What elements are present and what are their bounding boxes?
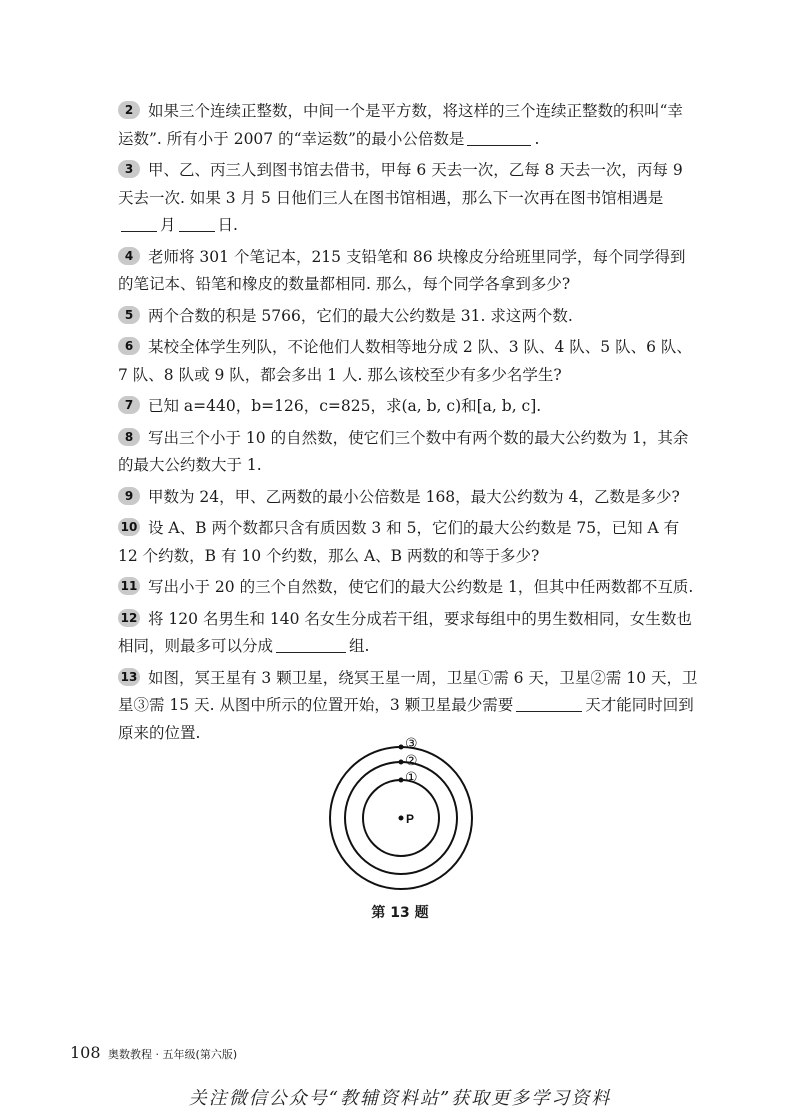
page-number: 108: [70, 1043, 101, 1062]
problem-number: 8: [118, 428, 140, 446]
problem-text: 如图，冥王星有 3 颗卫星，绕冥王星一周，卫星①需 6 天，卫星②需 10 天，卫星③需 15 天. 从图中所示的位置开始，3 颗卫星最少需要: [118, 668, 698, 714]
problem-list: [118, 98, 698, 751]
orbit-figure: [325, 730, 485, 915]
figure-caption: 第 13 题: [371, 905, 429, 921]
watermark-text: 关注微信公众号“教辅资料站”获取更多学习资料: [188, 1088, 612, 1109]
problem-number: 13: [118, 668, 140, 686]
answer-blank: [179, 215, 215, 232]
problem-text: 设 A、B 两个数都只含有质因数 3 和 5，它们的最大公约数是 75，已知 A 有 12 个约数，B 有 10 个约数，那么 A、B 两数的和等于多少?: [118, 519, 680, 565]
problem-number: 9: [118, 487, 140, 505]
problem-text: 组.: [349, 637, 370, 655]
problem-text: 甲数为 24，甲、乙两数的最小公倍数是 168，最大公约数为 4，乙数是多少?: [148, 487, 680, 506]
problem-text: 将 120 名男生和 140 名女生分成若干组，要求每组中的男生数相同，女生数也相同，则最多可以分成: [118, 609, 692, 655]
problem-text: 如果三个连续正整数，中间一个是平方数，将这样的三个连续正整数的积叫“幸运数”. 所有小于 2007 的“幸运数”的最小公倍数是: [118, 102, 683, 148]
satellite-3-label: ③: [405, 736, 418, 752]
problem-text: 某校全体学生列队，不论他们人数相等地分成 2 队、3 队、4 队、5 队、6 队、7 队、8 队或 9 队，都会多出 1 人. 那么该校至少有多少名学生?: [118, 338, 692, 384]
problem-7: [118, 393, 698, 421]
problem-number: 3: [118, 160, 140, 178]
problem-number: 5: [118, 306, 140, 324]
problem-number: 2: [118, 101, 140, 119]
problem-11: [118, 574, 698, 602]
page-footer: [70, 1043, 237, 1062]
problem-text: 天才能同时回到原来的位置.: [118, 696, 694, 742]
problem-text: .: [534, 129, 540, 148]
problem-4: [118, 244, 698, 299]
problem-3: [118, 157, 698, 240]
answer-blank: [516, 695, 582, 712]
answer-blank: [467, 129, 531, 146]
orbit-diagram: [325, 730, 485, 915]
problem-text: 写出小于 20 的三个自然数，使它们的最大公约数是 1，但其中任两数都不互质.: [148, 578, 694, 596]
problem-6: [118, 334, 698, 389]
problem-text: 老师将 301 个笔记本，215 支铅笔和 86 块橡皮分给班里同学，每个同学得到的笔记本、铅笔和橡皮的数量都相同. 那么，每个同学各拿到多少?: [118, 247, 686, 293]
pluto-label: P: [406, 812, 415, 826]
problem-8: [118, 425, 698, 480]
problem-number: 4: [118, 247, 140, 265]
problem-2: [118, 98, 698, 153]
problem-number: 12: [118, 609, 140, 627]
problem-text: 两个合数的积是 5766，它们的最大公约数是 31. 求这两个数.: [148, 306, 573, 325]
satellite-3: [399, 745, 404, 750]
problem-number: 11: [118, 577, 140, 595]
problem-10: [118, 515, 698, 570]
satellite-2: [399, 760, 404, 765]
answer-blank: [121, 215, 157, 232]
problem-12: [118, 606, 698, 661]
problem-text: 日.: [217, 216, 238, 234]
problem-text: 写出三个小于 10 的自然数，使它们三个数中有两个数的最大公约数为 1，其余的最大公约数大于 1.: [118, 428, 689, 474]
satellite-2-label: ②: [405, 753, 418, 769]
problem-text: 甲、乙、丙三人到图书馆去借书，甲每 6 天去一次，乙每 8 天去一次，丙每 9 天去一次. 如果 3 月 5 日他们三人在图书馆相遇，那么下一次再在图书馆相遇是: [118, 161, 683, 207]
problem-number: 7: [118, 396, 140, 414]
problem-number: 10: [118, 518, 140, 536]
problem-text: 已知 a=440，b=126，c=825，求(a, b, c)和[a, b, c].: [148, 397, 542, 415]
satellite-1: [399, 778, 404, 783]
problem-9: [118, 484, 698, 512]
problem-text: 月: [160, 216, 176, 234]
book-title: 奥数教程 · 五年级(第六版): [108, 1048, 238, 1061]
satellite-1-label: ①: [405, 770, 418, 786]
problem-5: [118, 303, 698, 331]
pluto-point: [399, 816, 404, 821]
answer-blank: [276, 636, 346, 653]
problem-number: 6: [118, 337, 140, 355]
